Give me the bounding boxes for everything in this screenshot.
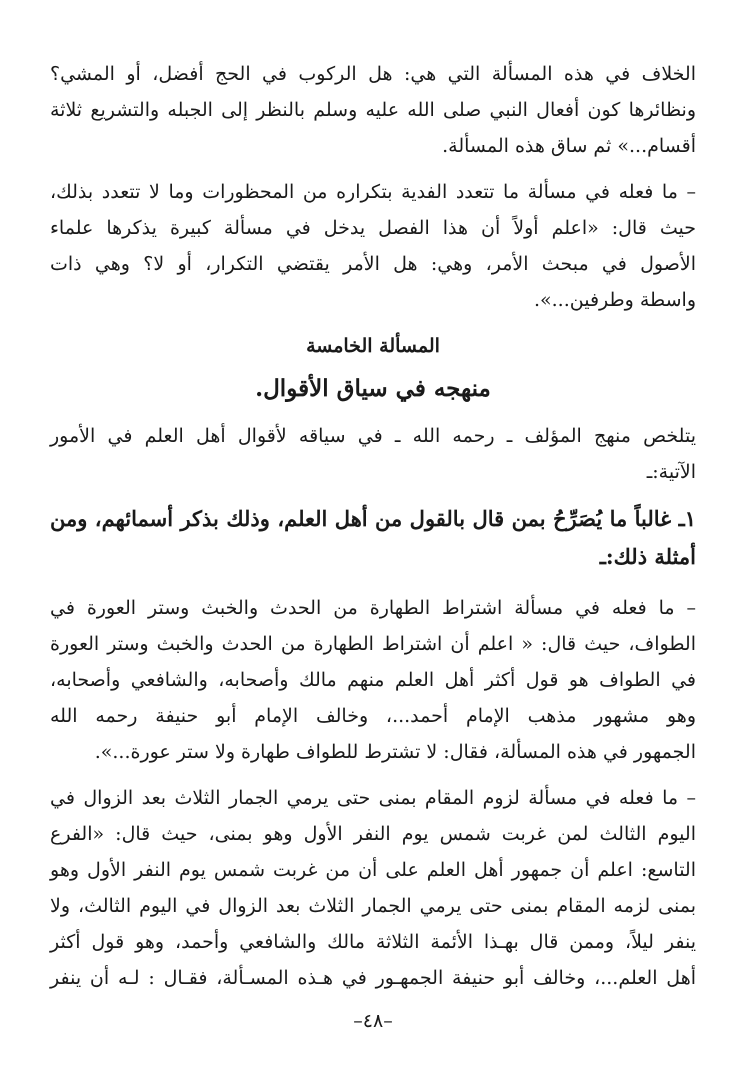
text-line: التاسع: اعلم أن جمهور أهل العلم على أن من غربت شمس يوم النفر الأول وهو — [50, 859, 697, 881]
text-line: يتلخص منهج المؤلف ـ رحمه الله ـ في سياقه لأقوال أهل العلم في الأمور — [50, 425, 696, 447]
section-title: منهجه في سياق الأقوال. — [255, 375, 491, 402]
numbered-subheading — [50, 500, 696, 576]
text-line: أهل العلم...، وخالف أبو حنيفة الجمهـور في هـذه المسـألة، فقـال : لـه أن ينفر — [50, 967, 696, 989]
text-line: بمنى لزمه المقام بمنى حتى يرمي الجمار الثلاث بعد الزوال في اليوم الثالث، ولا — [50, 895, 696, 917]
paragraph-3 — [50, 418, 696, 490]
text-line: واسطة وطرفين...». — [533, 289, 696, 311]
text-line: اليوم الثالث لمن غربت شمس يوم النفر الأول وهو بمنى، حيث قال: «الفرع — [50, 823, 696, 845]
text-line: الخلاف في هذه المسألة التي هي: هل الركوب في الحج أفضل، أو المشي؟ — [50, 63, 696, 85]
paragraph-4 — [50, 590, 696, 770]
text-line: أقسام...» ثم ساق هذه المسألة. — [442, 135, 696, 157]
paragraph-2 — [50, 174, 696, 318]
paragraph-1 — [50, 56, 696, 164]
page-body — [50, 56, 696, 1006]
text-line: – ما فعله في مسألة ما تتعدد الفدية بتكراره من المحظورات وما لا تتعدد بذلك، — [50, 181, 696, 203]
text-line: أمثلة ذلك:ـ — [599, 544, 696, 569]
page-number: –٤٨– — [353, 1010, 393, 1032]
text-line: الجمهور في هذه المسألة، فقال: لا تشترط للطواف طهارة ولا ستر عورة...». — [94, 741, 696, 763]
text-line: ونظائرها كون أفعال النبي صلى الله عليه وسلم بالنظر إلى الجبله والتشريع ثلاثة — [50, 99, 696, 121]
section-heading: المسألة الخامسة — [306, 335, 440, 357]
text-line: – ما فعله في مسألة لزوم المقام بمنى حتى يرمي الجمار الثلاث بعد الزوال في — [50, 787, 696, 809]
text-line: ١ـ غالباً ما يُصَرِّحُ بمن قال بالقول من أهل العلم، وذلك بذكر أسمائهم، ومن — [50, 506, 696, 531]
text-line: الآتية:ـ — [646, 461, 696, 483]
text-line: – ما فعله في مسألة اشتراط الطهارة من الحدث والخبث وستر العورة في — [50, 597, 696, 619]
paragraph-5 — [50, 780, 696, 996]
text-line: الطواف، حيث قال: « اعلم أن اشتراط الطهارة من الحدث والخبث وستر العورة — [50, 633, 696, 655]
text-line: في الطواف هو قول أكثر أهل العلم منهم مالك وأصحابه، والشافعي وأصحابه، — [50, 669, 696, 691]
text-line: حيث قال: «اعلم أولاً أن هذا الفصل يدخل في مسألة كبيرة يذكرها علماء — [50, 217, 696, 239]
text-line: ينفر ليلاً، وممن قال بهـذا الأئمة الثلاثة مالك والشافعي وأحمد، وهو قول أكثر — [50, 931, 696, 953]
text-line: الأصول في مبحث الأمر، وهي: هل الأمر يقتضي التكرار، أو لا؟ وهي ذات — [50, 253, 696, 275]
text-line: وهو مشهور مذهب الإمام أحمد...، وخالف الإمام أبو حنيفة رحمه الله — [50, 705, 696, 727]
